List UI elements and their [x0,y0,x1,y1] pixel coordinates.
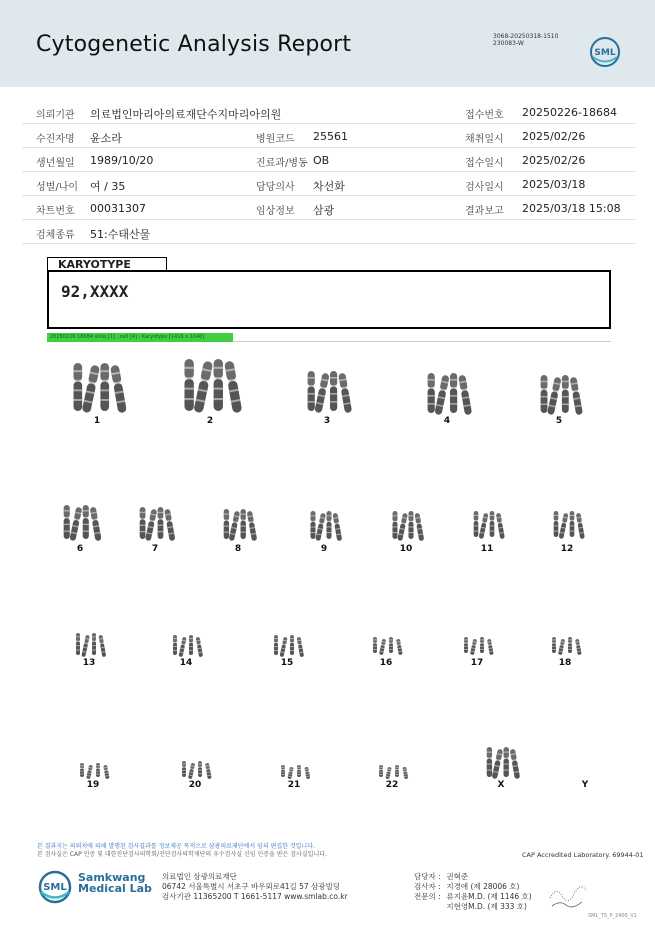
karyotype-result-box [47,270,611,329]
info-row [22,196,636,220]
chromosome-label-3: 3 [323,416,331,426]
info-row [22,172,636,196]
chromosome-8-1 [224,509,229,539]
chromosome-9-3 [326,511,331,539]
chromosome-3-4 [338,373,352,414]
sign-manager-label: 담당자 : [414,872,441,881]
chromosome-17-1 [464,637,468,653]
samkwang-logo-icon [36,870,74,904]
chromosome-label-19: 19 [86,780,100,790]
footer-notice [37,843,327,859]
chromosome-10-2 [397,513,408,541]
value-patient-name: 윤소라 [90,132,122,145]
sign-specialist-2-value: 지현영M.D. (제 333 호) [446,902,527,911]
chromosome-label-22: 22 [385,780,399,790]
footer-notice-1: 본 결과지는 의뢰처에 의해 발행된 검사결과를 정보제공 목적으로 삼광의료재단에서 임의 편집한 것입니다. [37,843,315,850]
value-receipt-date: 2025/02/26 [522,154,586,167]
chromosome-2-4 [224,361,242,414]
chromosome-label-14: 14 [179,658,193,668]
chromosome-3-2 [314,373,329,414]
label-hospital-code: 병원코드 [256,134,295,145]
chromosome-label-1: 1 [93,416,101,426]
chromosome-label-9: 9 [320,544,328,554]
sml-logo-icon [589,36,621,68]
chromosome-19-4 [103,765,109,779]
chromosome-16-3 [389,637,393,653]
lab-name-line-1: Samkwang [78,871,146,884]
signature-scribble-icon [548,880,588,910]
chromosome-6-4 [90,507,102,542]
chromosome-9-4 [332,513,342,541]
value-physician: 차선화 [313,180,345,193]
chromosome-5-4 [570,377,583,416]
chromosome-X-2 [492,749,504,779]
chromosome-7-3 [158,507,164,539]
label-chart-number: 차트번호 [36,206,75,217]
chromosome-16-4 [396,639,403,655]
chromosome-13-2 [81,635,89,657]
chromosome-20-1 [182,761,186,777]
chromosome-9-1 [310,511,315,539]
chromosome-10-1 [392,511,397,539]
chromosome-12-4 [576,513,585,539]
label-specimen-type: 검체종류 [36,230,75,241]
chromosome-14-1 [173,635,177,655]
sml-logo-text: SML [594,48,616,58]
chromosome-22-4 [402,767,408,780]
signatures [414,872,532,912]
chromosome-label-7: 7 [151,544,159,554]
chromosome-label-16: 16 [379,658,393,668]
value-test-date: 2025/03/18 [522,178,586,191]
chromosome-19-1 [80,763,84,777]
chromosome-label-18: 18 [558,658,572,668]
value-sex-age: 여 / 35 [90,180,126,193]
chromosome-5-1 [541,375,548,413]
label-requesting-institution: 의뢰기관 [36,110,75,121]
lab-address [162,872,348,902]
chromosome-4-2 [434,375,449,416]
value-report-date: 2025/03/18 15:08 [522,202,621,215]
footer-notice-2: 본 검사실은 CAP 인증 및 대한진단검사의학회/진단검사의학재단의 우수검사실 신임 인증을 받은 검사실입니다. [37,851,327,858]
chromosome-5-2 [547,377,562,416]
chromosome-6-2 [69,507,82,542]
doc-id-line-1: 3068-20250318-1510 [493,33,559,40]
value-requesting-institution: 의료법인마리아의료재단수지마리아의원 [90,108,282,121]
chromosome-1-1 [74,363,83,411]
chromosome-18-2 [558,639,565,655]
chromosome-13-3 [92,633,96,655]
chromosome-label-11: 11 [480,544,494,554]
chromosome-2-1 [184,359,193,411]
chromosome-6-1 [64,505,70,539]
lab-address-line-3: 검사기관 11365200 T 1661-5117 www.smlab.co.kr [162,892,348,901]
chromosome-22-2 [385,767,391,780]
chromosome-label-21: 21 [287,780,301,790]
chromosome-label-15: 15 [280,658,294,668]
chromosome-label-4: 4 [443,416,451,426]
chromosome-label-13: 13 [82,658,96,668]
chromosome-10-4 [414,513,424,541]
chromosome-X-3 [504,747,509,777]
label-report-date: 결과보고 [465,206,504,217]
chromosome-16-2 [379,639,386,655]
chromosome-14-4 [196,637,203,657]
report-header [0,0,655,87]
chromosome-3-3 [330,371,337,411]
chromosome-2-2 [193,361,213,414]
chromosome-1-2 [82,365,100,414]
chromosome-14-3 [189,635,193,655]
chromosome-20-4 [205,763,212,779]
chromosome-X-1 [487,747,492,777]
chromosome-13-4 [98,635,106,657]
chromosome-label-8: 8 [234,544,242,554]
chromosome-8-3 [241,509,246,539]
samkwang-logo-text: SML [43,882,67,893]
value-clinical-info: 삼광 [313,204,335,217]
label-clinical-info: 임상정보 [256,206,295,217]
chromosome-19-2 [86,765,93,780]
value-collection-date: 2025/02/26 [522,130,586,143]
patient-info-table [22,100,636,244]
chromosome-4-1 [428,373,435,413]
chromosome-label-12: 12 [560,544,574,554]
chromosome-13-1 [76,633,80,655]
chromosome-9-2 [315,513,326,541]
cap-accreditation: CAP Accredited Laboratory. 69944-01 [522,851,644,859]
lab-name [78,872,152,894]
report-title: Cytogenetic Analysis Report [36,32,352,57]
chromosome-label-17: 17 [470,658,484,668]
label-test-date: 검사일시 [465,182,504,193]
karyogram-image [40,345,620,795]
chromosome-17-3 [480,637,484,653]
sign-manager-value: 권혁준 [446,872,469,881]
sign-specialist-value: 류지윤M.D. (제 1146 호) [446,892,532,901]
chromosome-2-3 [214,359,223,411]
chromosome-18-3 [568,637,572,653]
caption-divider [233,341,611,342]
chromosome-12-3 [570,511,575,537]
chromosome-22-1 [379,765,383,777]
info-row [22,220,636,244]
chromosome-3-1 [308,371,315,411]
info-row [22,100,636,124]
chromosome-6-3 [83,505,89,539]
info-row [22,124,636,148]
form-code: SML_TS_P_2400_V1 [588,913,637,919]
chromosome-22-3 [395,765,399,777]
chromosome-14-2 [179,637,187,657]
label-physician: 담당의사 [256,182,295,193]
sign-examiner-value: 지경애 (제 28006 호) [446,882,520,891]
label-receipt-number: 접수번호 [465,110,504,121]
label-collection-date: 채취일시 [465,134,504,145]
chromosome-17-4 [487,639,494,655]
chromosome-5-3 [562,375,569,413]
label-birth-date: 생년월일 [36,158,75,169]
value-chart-number: 00031307 [90,202,146,215]
chromosome-11-1 [474,511,479,537]
chromosome-19-3 [96,763,100,777]
label-department: 진료과/병동 [256,158,308,169]
info-row [22,148,636,172]
karyogram-caption: 20250226 18684 slide [1] : cell [4] : Karyotype [1416 x 1040] [47,333,233,342]
chromosome-label-Y: Y [581,780,589,790]
chromosome-4-4 [458,375,472,416]
chromosome-20-3 [198,761,202,777]
chromosome-X-4 [510,749,521,779]
chromosome-label-6: 6 [76,544,84,554]
label-sex-age: 성별/나이 [36,182,79,193]
chromosome-21-2 [287,767,293,780]
document-id [493,33,558,47]
chromosome-17-2 [470,639,477,655]
karyotype-value: 92,XXXX [61,282,129,301]
value-birth-date: 1989/10/20 [90,154,154,167]
chromosome-8-4 [247,511,258,541]
chromosome-4-3 [450,373,457,413]
label-patient-name: 수진자명 [36,134,75,145]
value-department: OB [313,154,330,167]
chromosome-21-3 [297,765,301,777]
chromosome-20-2 [188,763,195,779]
value-receipt-number: 20250226-18684 [522,106,617,119]
chromosome-label-20: 20 [188,780,202,790]
chromosome-label-2: 2 [206,416,214,426]
chromosome-18-1 [552,637,556,653]
chromosome-16-1 [373,637,377,653]
chromosome-15-3 [290,635,294,655]
chromosome-15-1 [274,635,278,655]
chromosome-11-2 [479,513,489,539]
sign-examiner-label: 검사자 : [414,882,441,891]
chromosome-1-4 [110,365,127,414]
lab-address-line-2: 06742 서울특별시 서초구 바우뫼로41길 57 삼광빌딩 [162,882,341,891]
karyotype-label: KARYOTYPE [47,257,167,270]
lab-address-line-1: 의료법인 삼광의료재단 [162,872,237,881]
label-receipt-date: 접수일시 [465,158,504,169]
chromosome-21-1 [281,765,285,777]
chromosome-8-2 [229,511,241,541]
chromosome-12-1 [554,511,559,537]
chromosome-7-4 [164,509,175,542]
chromosome-7-2 [145,509,157,541]
chromosome-label-10: 10 [399,544,413,554]
value-specimen-type: 51:수태산물 [90,228,151,241]
sign-specialist-label: 전문의 : [414,892,441,901]
doc-id-line-2: 230083-W [493,40,524,47]
chromosome-label-5: 5 [555,416,563,426]
chromosome-label-X: X [497,780,505,790]
lab-name-line-2: Medical Lab [78,882,152,895]
chromosome-18-4 [575,639,582,655]
chromosome-7-1 [140,507,146,539]
chromosome-11-3 [490,511,495,537]
chromosome-15-2 [280,637,288,657]
chromosome-21-4 [304,767,310,780]
chromosome-12-2 [559,513,569,539]
value-hospital-code: 25561 [313,130,348,143]
chromosome-10-3 [408,511,413,539]
chromosome-15-4 [297,637,304,657]
chromosome-1-3 [100,363,109,411]
chromosome-11-4 [496,513,505,539]
